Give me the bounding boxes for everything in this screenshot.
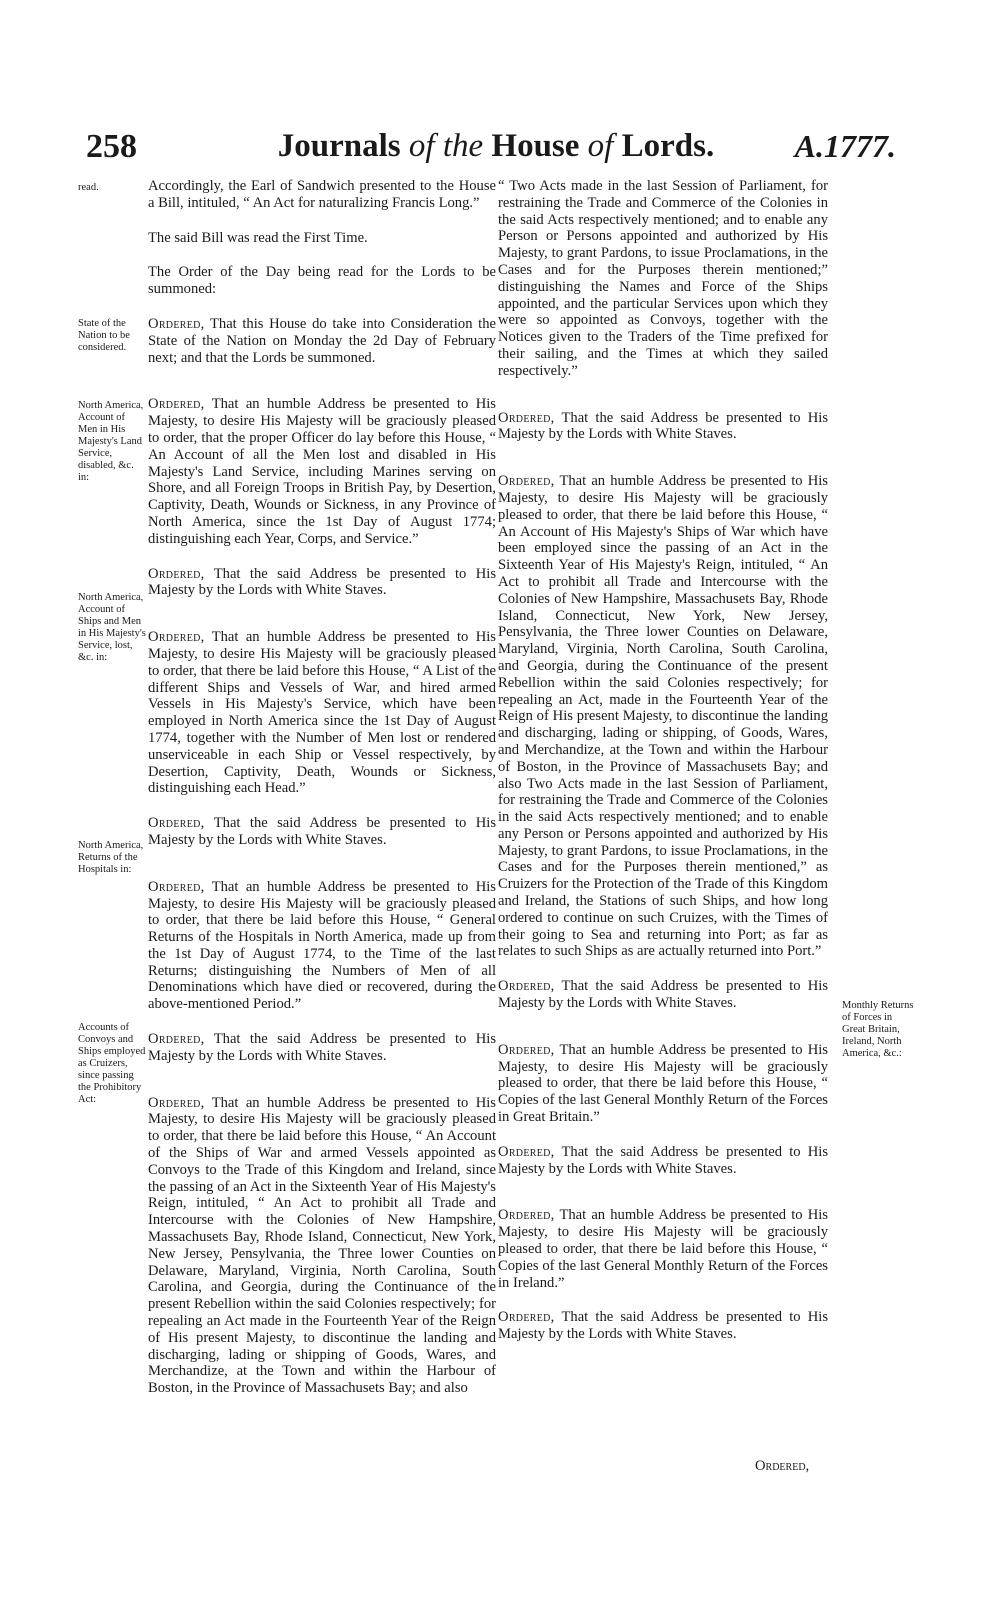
paragraph <box>498 978 828 1012</box>
paragraph-text: That an humble Address be presented to His Majesty, to desire His Majesty will be graciously pleased to order, that there be laid before this House, “ General Returns of the Hospitals in North America, made up from the 1st Day of August 1774, to the Time of the last Returns; distinguishing the Numbers of Men of all Denominations which have died or recovered, during the above-mentioned Period.” <box>148 878 496 1013</box>
margin-note: North America, Returns of the Hospitals in: <box>78 840 144 875</box>
title-part: of <box>587 128 614 164</box>
ordered-lead: Ordered, <box>498 409 555 426</box>
left-column <box>148 178 496 1415</box>
paragraph: The Order of the Day being read for the Lords to be summoned: <box>148 264 496 298</box>
margin-note: read. <box>78 182 99 193</box>
paragraph-text: That the said Address be presented to His Majesty by the Lords with White Staves. <box>498 978 828 1012</box>
paragraph <box>498 1042 828 1126</box>
title-part: Lords. <box>621 128 715 164</box>
title-part: Journals <box>277 128 401 164</box>
right-column <box>498 178 828 1361</box>
paragraph <box>498 1309 828 1343</box>
paragraph-text: That this House do take into Consideration the State of the Nation on Monday the 2d Day of February next; and that the Lords be summoned. <box>148 315 496 366</box>
catchword: Ordered, <box>755 1458 810 1474</box>
margin-note: State of the Nation to be considered. <box>78 318 130 353</box>
paragraph: Accordingly, the Earl of Sandwich presented to the House a Bill, intituled, “ An Act for naturalizing Francis Long.” <box>148 178 496 211</box>
paragraph-text: That an humble Address be presented to His Majesty, to desire His Majesty will be graciously pleased to order, that there be laid before this House, “ Copies of the last General Monthly Return of the Forces in Great Britain.” <box>498 1041 828 1126</box>
title-part: House <box>491 128 580 164</box>
margin-note: North America, Account of Men in His Majesty's Land Service, disabled, &c. in: <box>78 400 144 483</box>
ordered-lead: Ordered, <box>148 1031 205 1048</box>
paragraph-text: That an humble Address be presented to His Majesty, to desire His Majesty will be graciously pleased to order, that the proper Officer do lay before this House, “ An Account of all the Men lost and disabled in His Majesty's Land Service, including Marines serving on Shore, and all Foreign Troops in British Pay, by Desertion, Captivity, Death, Wounds or Sickness, in any Province of North America, since the 1st Day of August 1774; distinguishing each Year, Corps, and Service.” <box>148 396 496 547</box>
ordered-lead: Ordered, <box>498 978 555 995</box>
ordered-lead: Ordered, <box>498 473 555 490</box>
paragraph <box>498 473 828 960</box>
ordered-lead: Ordered, <box>148 815 205 832</box>
paragraph <box>148 1095 496 1397</box>
paragraph-text: That an humble Address be presented to His Majesty, to desire His Majesty will be graciously pleased to order, that there be laid before this House, “ A List of the different Ships and Vessels of War, and hired armed Vessels in His Majesty's Service, which have been employed in North America since the 1st Day of August 1774, together with the Number of Men lost or rendered unserviceable in each Ship or Vessel respectively, by Desertion, Captivity, Death, Wounds or Sickness, distinguishing each Head.” <box>148 629 496 797</box>
title-part: the <box>442 128 484 164</box>
paragraph-text: That the said Address be presented to His Majesty by the Lords with White Staves. <box>498 409 828 443</box>
paragraph: The said Bill was read the First Time. <box>148 229 368 246</box>
paragraph <box>148 396 496 547</box>
ordered-lead: Ordered, <box>498 1041 555 1058</box>
ordered-lead: Ordered, <box>498 1207 555 1224</box>
paragraph-text: That the said Address be presented to His Majesty by the Lords with White Staves. <box>148 565 496 599</box>
paragraph <box>148 566 496 600</box>
paragraph-text: That the said Address be presented to His Majesty by the Lords with White Staves. <box>498 1143 828 1177</box>
paragraph <box>498 410 828 444</box>
margin-note: North America, Account of Ships and Men in His Majesty's Service, lost, &c. in: <box>78 592 146 663</box>
year: A.1777. <box>794 128 896 164</box>
margin-note: Accounts of Convoys and Ships employed as Cruizers, since passing the Prohibitory Act: <box>78 1022 146 1105</box>
ordered-lead: Ordered, <box>148 565 205 582</box>
title-part: of <box>408 128 435 164</box>
paragraph <box>148 1031 496 1065</box>
paragraph <box>148 815 496 849</box>
ordered-lead: Ordered, <box>498 1309 555 1326</box>
ordered-lead: Ordered, <box>148 878 205 895</box>
page-header <box>0 128 992 178</box>
ordered-lead: Ordered, <box>148 315 205 332</box>
paragraph <box>148 879 496 1013</box>
paragraph-text: That the said Address be presented to His Majesty by the Lords with White Staves. <box>498 1309 828 1343</box>
paragraph <box>498 1207 828 1291</box>
page-number: 258 <box>86 128 137 165</box>
paragraph <box>498 1144 828 1178</box>
ordered-lead: Ordered, <box>148 1094 205 1111</box>
ordered-lead: Ordered, <box>148 629 205 646</box>
paragraph-text: That an humble Address be presented to His Majesty, to desire His Majesty will be graciously pleased to order, that there be laid before this House, “ Copies of the last General Monthly Return of the Forces in Ireland.” <box>498 1207 828 1291</box>
paragraph-text: That an humble Address be presented to His Majesty, to desire His Majesty will be graciously pleased to order, that there be laid before this House, “ An Account of His Majesty's Ships of War which have been employed since the passing of an Act in the Sixteenth Year of His Majesty's Reign, intituled, “ An Act to prohibit all Trade and Intercourse with the Colonies of New Hampshire, Massachusets Bay, Rhode Island, Connecticut, New York, New Jersey, Pensylvania, the Three lower Counties on Delaware, Maryland, Virginia, North Carolina, South Carolina, and Georgia, during the Continuance of the present Rebellion within the said Colonies respectively; for repealing an Act, made in the Fourteenth Year of the Reign of His present Majesty, to discontinue the landing and discharging, lading or shipping, of Goods, Wares, and Merchandize, at the Town and within the Harbour of Boston, in the Province of Massachusets Bay; and also Two Acts made in the last Session of Parliament, for restraining the Trade and Commerce of the Colonies in the said Acts respectively mentioned; and to enable any Person or Persons appointed and authorized by His Majesty, to grant Pardons, to issue Proclamations, in the Cases and for the Purposes therein mentioned,” as Cruizers for the Protection of the Trade of this Kingdom and Ireland, the Stations of such Ships, and how long ordered to continue on such Cruizes, with the Times of their going to Sea and returning into Port; as far as relates to such Ships as are actually returned into Port.” <box>498 473 828 960</box>
ordered-lead: Ordered, <box>498 1143 555 1160</box>
paragraph-text: That the said Address be presented to His Majesty by the Lords with White Staves. <box>148 815 496 848</box>
paragraph <box>148 629 496 797</box>
ordered-lead: Ordered, <box>148 396 205 413</box>
paragraph: “ Two Acts made in the last Session of Parliament, for restraining the Trade and Commerce of the Colonies in the said Acts respectively mentioned; and to enable any Person or Persons appointed and authorized by His Majesty, to grant Pardons, to issue Proclamations, in the Cases and for the Purposes therein mentioned;” distinguishing the Names and Force of the Ships appointed, and the particular Services upon which they were so appointed as Convoys, together with the Notices given to the Traders of the Time prefixed for their sailing, and the Times at which they sailed respectively.” <box>498 178 828 379</box>
paragraph-text: That the said Address be presented to His Majesty by the Lords with White Staves. <box>148 1031 496 1064</box>
paragraph-text: That an humble Address be presented to His Majesty, to desire His Majesty will be graciously pleased to order, that there be laid before this House, “ An Account of the Ships of War and armed Vessels appointed as Convoys to the Trade of this Kingdom and Ireland, since the passing of an Act in the Sixteenth Year of His Majesty's Reign, intituled, “ An Act to prohibit all Trade and Intercourse with the Colonies of New Hampshire, Massachusets Bay, Rhode Island, Connecticut, New York, New Jersey, Pensylvania, the Three lower Counties on Delaware, Maryland, Virginia, North Carolina, South Carolina, and Georgia, during the Continuance of the present Rebellion within the said Colonies respectively; for repealing an Act made in the Fourteenth Year of the Reign of His present Majesty, to discontinue the landing and discharging, lading or shipping of Goods, Wares, and Merchandize, at the Town and within the Harbour of Boston, in the Province of Massachusets Bay; and also <box>148 1094 496 1397</box>
margin-note: Monthly Returns of Forces in Great Britain, Ireland, North America, &c.: <box>842 1000 914 1059</box>
paragraph <box>148 316 496 366</box>
